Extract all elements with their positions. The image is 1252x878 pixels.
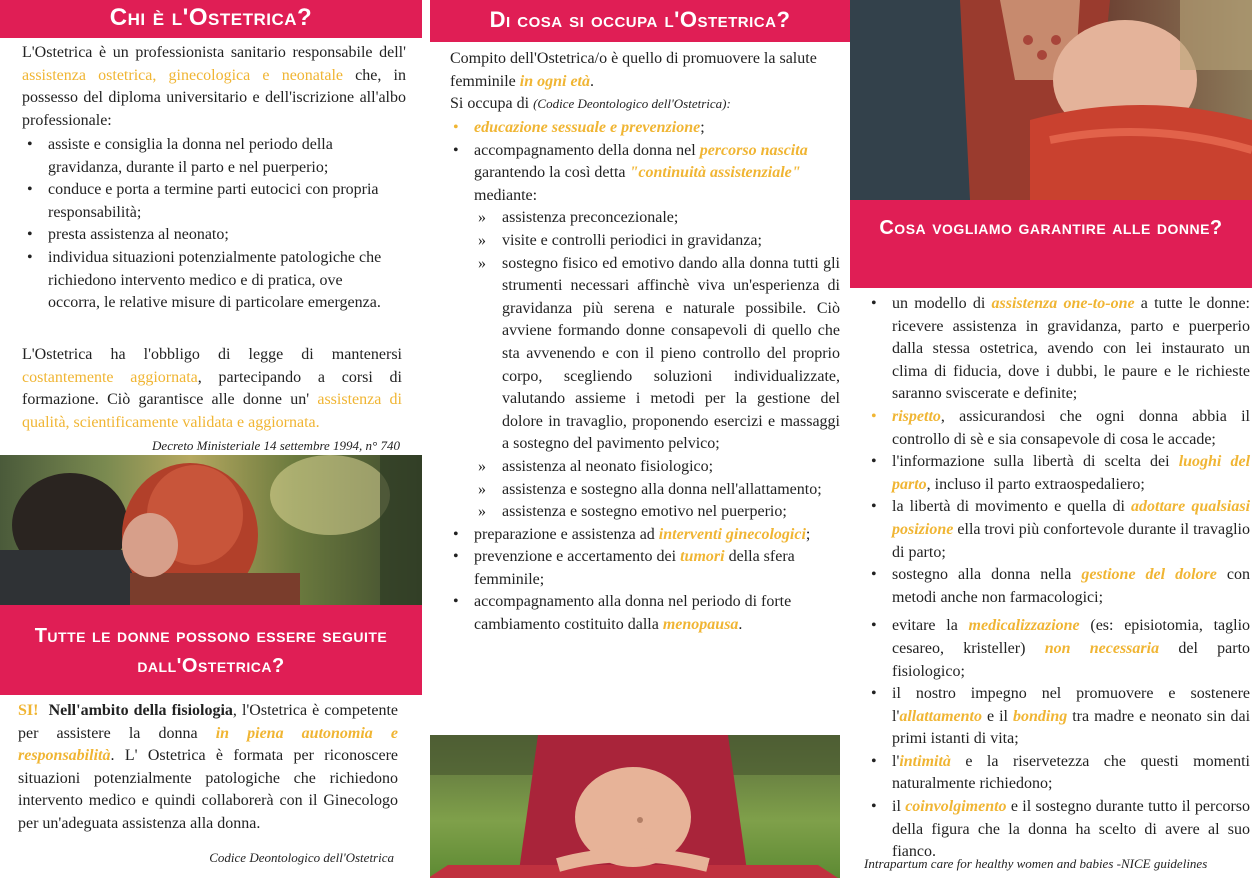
list-item: • il coinvolgimento e il sostegno durante tutto il percorso della figura che la donna ha scelto di avere al suo fianco. (866, 796, 1250, 864)
list-item: • sostegno alla donna nella gestione del dolore con metodi anche non farmacologici; (866, 564, 1250, 609)
continuing-education-paragraph: L'Ostetrica ha l'obbligo di legge di mantenersi costantemente aggiornata, partecipando a corsi di formazione. Ciò garantisce alle donne un' assistenza di qualità, scientificamente validata e aggiornata. (22, 346, 403, 431)
pregnant-belly-illustration (430, 735, 840, 878)
list-item: • prevenzione e accertamento dei tumori della sfera femminile; (448, 546, 840, 591)
column-what-midwife-does (430, 0, 850, 878)
list-item: • presta assistenza al neonato; (22, 224, 394, 247)
list-item: • evitare la medicalizzazione (es: episiotomia, taglio cesareo, kristeller) non necessaria del parto fisiologico; (866, 615, 1250, 683)
nice-guidelines-citation: Intrapartum care for healthy women and babies -NICE guidelines (864, 856, 1208, 871)
couple-photo (0, 455, 422, 605)
list-item: • preparazione e assistenza ad interventi ginecologici; (448, 524, 840, 547)
list-item: • accompagnamento della donna nel percorso nascita garantendo la così detta "continuità assistenziale" mediante: » assistenza preconcezionale; » visite e controlli periodici in gravidanza; » sostegno fisico ed emotivo dando alla donna tutti gli strumenti necessari affinchè viva un'esperienza di gravidanza più serena e naturale possibile. Ciò avviene formando donne consapevoli di quello che sta avvenendo e con il pieno controllo del proprio corpo, scegliendo soluzioni individualizzate, valutando assieme i metodi per la gestione del dolore in travaglio, proponendo esercizi e massaggi a sostegno del pavimento pelvico; » assistenza al neonato fisiologico; » assistenza e sostegno alla donna nell'allattamento; » assistenza e sostegno emotivo nel puerperio; (448, 140, 840, 524)
list-item: • accompagnamento alla donna nel periodo di forte cambiamento costituito dalla menopausa. (448, 591, 840, 636)
answer-paragraph: SI! Nell'ambito della fisiologia, l'Ostetrica è competente per assistere la donna in piena autonomia e responsabilità. L' Ostetrica è formata per riconoscere situazioni potenzialmente patologiche che richiedono intervento medico e quindi collaborerà con il Ginecologo per un'adeguata assistenza alla donna. (18, 702, 399, 832)
birth-path-sublist (474, 207, 840, 523)
list-item: • un modello di assistenza one-to-one a tutte le donne: ricevere assistenza in gravidanza, parto e puerperio dalla stessa ostetrica, avendo con lei instaurato un clima di fiducia, dove i dubbi, le paure e le richieste saranno sviscerate e definite; (866, 293, 1250, 406)
heading-can-all-women-be-followed: Tutte le donne possono essere seguite dall'Ostetrica? (0, 605, 422, 695)
list-item: • il nostro impegno nel promuovere e sostenere l'allattamento e il bonding tra madre e neonato sin dai primi istanti di vita; (866, 683, 1250, 751)
sublist-item: » assistenza e sostegno emotivo nel puerperio; (474, 501, 840, 524)
list-item: • educazione sessuale e prevenzione; (448, 117, 840, 140)
guarantees-list (866, 293, 1250, 864)
column-who-is-midwife (0, 0, 422, 878)
activities-list (448, 117, 840, 637)
midwife-duties-list (22, 134, 394, 315)
list-item: • assiste e consiglia la donna nel periodo della gravidanza, durante il parto e nel puerperio; (22, 134, 394, 179)
sublist-item: » assistenza al neonato fisiologico; (474, 456, 840, 479)
heading-what-midwife-does: Di cosa si occupa l'Ostetrica? (430, 0, 850, 42)
couple-illustration (0, 455, 422, 605)
heading-what-we-guarantee: Cosa vogliamo garantire alle donne? (850, 200, 1252, 288)
list-item: • la libertà di movimento e quella di adottare qualsiasi posizione ella trovi più confortevole durante il travaglio di parto; (866, 496, 1250, 564)
sublist-item: » sostegno fisico ed emotivo dando alla donna tutti gli strumenti necessari affinchè viva un'esperienza di gravidanza più serena e naturale possibile. Ciò avviene formando donne consapevoli di quello che sta avvenendo e con il pieno controllo del proprio corpo, scegliendo soluzioni individualizzate, valutando assieme i metodi per la gestione del dolore in travaglio, proponendo esercizi e massaggi a sostegno del pavimento pelvico; (474, 253, 840, 456)
list-item: • l'informazione sulla libertà di scelta dei luoghi del parto, incluso il parto extraospedaliero; (866, 451, 1250, 496)
sublist-item: » visite e controlli periodici in gravidanza; (474, 230, 840, 253)
intro-paragraph: Compito dell'Ostetrica/o è quello di promuovere la salute femminile in ogni età. Si occupa di (Codice Deontologico dell'Ostetrica): (450, 50, 817, 113)
list-item: • conduce e porta a termine parti eutocici con propria responsabilità; (22, 179, 394, 224)
list-item: • l'intimità e la riservetezza che questi momenti naturalmente richiedono; (866, 751, 1250, 796)
list-item: • individua situazioni potenzialmente patologiche che richiedono intervento medico e di pratica, ove occorra, le relative misure di particolare emergenza. (22, 247, 394, 315)
column-what-we-guarantee (850, 0, 1252, 878)
code-citation: Codice Deontologico dell'Ostetrica (209, 850, 394, 865)
sublist-item: » assistenza preconcezionale; (474, 207, 840, 230)
sublist-item: » assistenza e sostegno alla donna nell'allattamento; (474, 479, 840, 502)
decree-citation: Decreto Ministeriale 14 settembre 1994, n° 740 (152, 438, 400, 453)
pregnant-belly-photo (430, 735, 840, 878)
breastfeeding-illustration (850, 0, 1252, 200)
midwife-definition: L'Ostetrica è un professionista sanitario responsabile dell' assistenza ostetrica, ginecologica e neonatale che, in possesso del diploma universitario e dell'iscrizione all'albo professionale: (22, 44, 406, 129)
heading-who-is-midwife: Chi è l'Ostetrica? (0, 0, 422, 38)
breastfeeding-photo (850, 0, 1252, 200)
list-item: • rispetto, assicurandosi che ogni donna abbia il controllo di sè e sia consapevole di cosa le accade; (866, 406, 1250, 451)
